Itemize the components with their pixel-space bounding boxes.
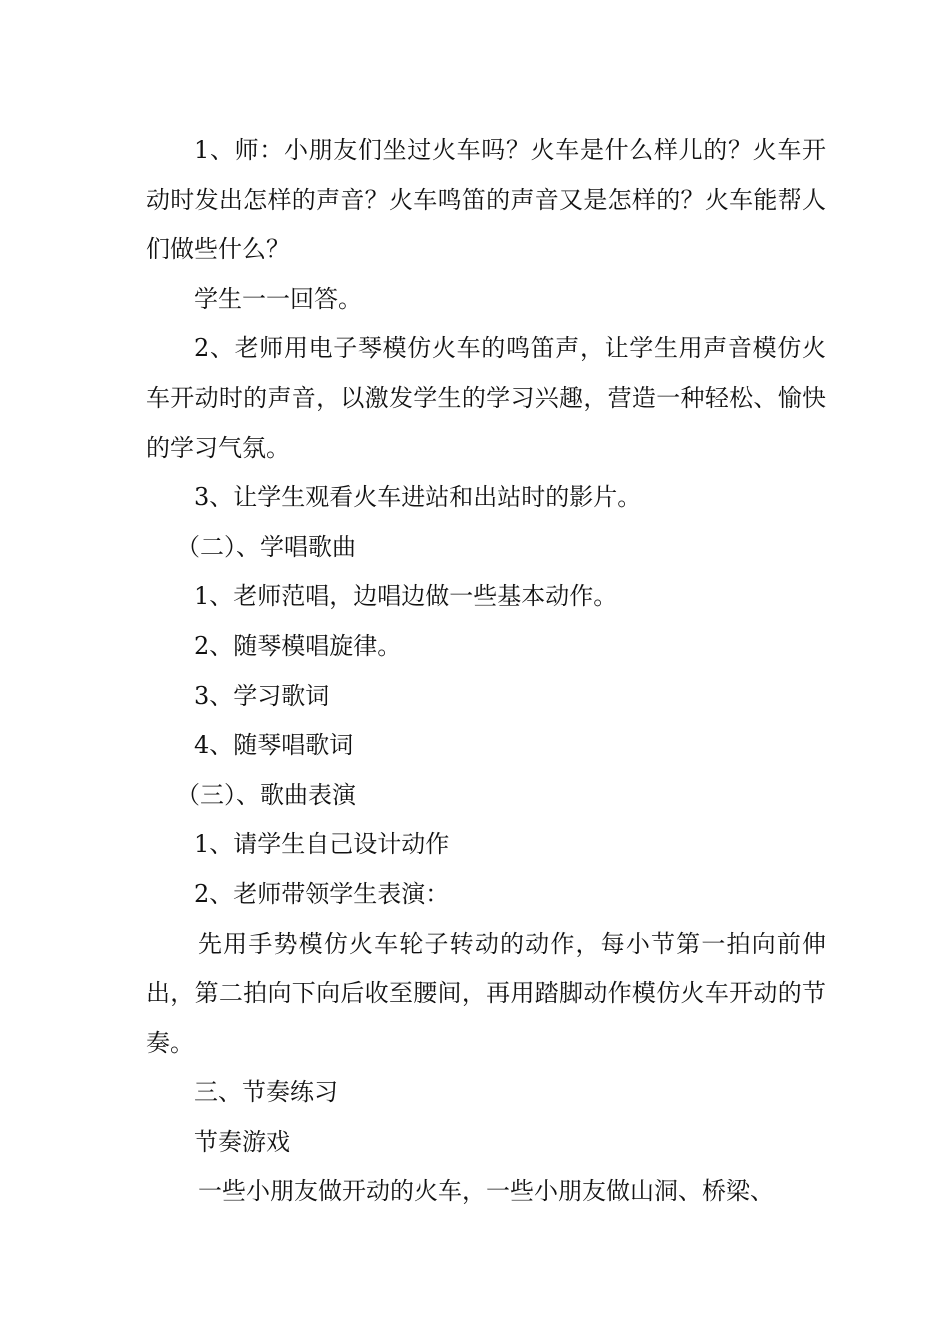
section-heading-learn-song: （二）、学唱歌曲 bbox=[176, 532, 356, 561]
paragraph-teacher-lead: 2、老师带领学生表演： bbox=[194, 879, 450, 908]
paragraph-game-description: 一些小朋友做开动的火车，一些小朋友做山洞、桥梁、 bbox=[198, 1177, 774, 1206]
paragraph-teacher-demo: 1、老师范唱，边唱边做一些基本动作。 bbox=[194, 582, 618, 611]
paragraph-lyrics: 3、学习歌词 bbox=[194, 681, 330, 710]
paragraph-rhythm-game: 节奏游戏 bbox=[194, 1127, 290, 1156]
paragraph-hand-gestures: 先用手势模仿火车轮子转动的动作，每小节第一拍向前伸出，第二拍向下向后收至腰间，再用踏脚动作模仿火车开动的节奏。 bbox=[146, 929, 826, 1057]
paragraph-design-moves: 1、请学生自己设计动作 bbox=[194, 830, 450, 859]
document-body bbox=[146, 126, 826, 1217]
paragraph-keyboard-imitation: 2、老师用电子琴模仿火车的鸣笛声，让学生用声音模仿火车开动时的声音，以激发学生的学习兴趣，营造一种轻松、愉快的学习气氛。 bbox=[146, 334, 826, 462]
section-heading-performance: （三）、歌曲表演 bbox=[176, 780, 356, 809]
paragraph-watch-film: 3、让学生观看火车进站和出站时的影片。 bbox=[194, 483, 642, 512]
paragraph-teacher-question: 1、师：小朋友们坐过火车吗？火车是什么样儿的？火车开动时发出怎样的声音？火车鸣笛的声音又是怎样的？火车能帮人们做些什么？ bbox=[146, 136, 826, 264]
paragraph-melody: 2、随琴模唱旋律。 bbox=[194, 631, 402, 660]
paragraph-students-answer: 学生一一回答。 bbox=[194, 284, 362, 313]
paragraph-sing-lyrics: 4、随琴唱歌词 bbox=[194, 731, 354, 760]
section-heading-rhythm-practice: 三、节奏练习 bbox=[194, 1078, 338, 1107]
